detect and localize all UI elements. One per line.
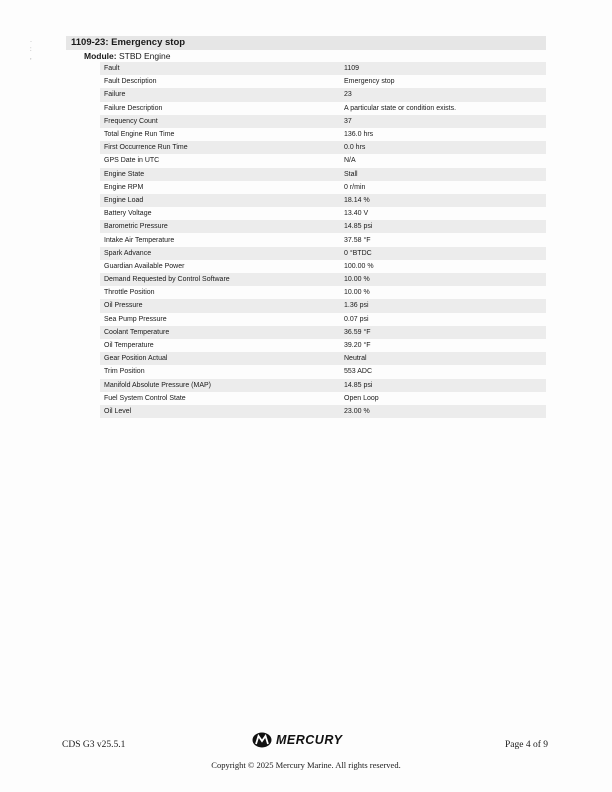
mercury-m-logo-icon (252, 732, 272, 748)
table-row (100, 75, 546, 88)
parameter-value: 136.0 hrs (344, 131, 374, 139)
parameter-name: Oil Pressure (100, 299, 340, 312)
parameter-name: Barometric Pressure (100, 220, 340, 233)
mercury-logo (252, 732, 342, 748)
table-row (100, 260, 546, 273)
parameter-name: Frequency Count (100, 115, 340, 128)
parameter-name: Fault Description (104, 78, 157, 86)
table-row (100, 207, 546, 220)
parameter-value: 100.00 % (344, 262, 374, 270)
parameter-value: 23.00 % (340, 405, 546, 418)
table-row (100, 247, 546, 260)
table-row (100, 405, 546, 418)
table-row (100, 326, 546, 339)
parameter-value: 23 (340, 88, 546, 101)
logo-text: MERCURY (276, 733, 343, 747)
parameter-value: 36.59 °F (340, 326, 546, 339)
parameter-value: 10.00 % (344, 289, 370, 297)
parameter-value: 39.20 °F (344, 342, 371, 350)
page-number: Page 4 of 9 (504, 740, 548, 750)
parameter-name: Gear Position Actual (100, 352, 340, 365)
parameter-value: 0 °BTDC (340, 247, 546, 260)
table-row (100, 273, 546, 286)
parameter-name: Failure (100, 88, 340, 101)
parameter-name: Spark Advance (100, 247, 340, 260)
fault-detail-table (100, 62, 546, 418)
table-row (100, 286, 546, 299)
table-row (100, 128, 546, 141)
table-row (100, 392, 546, 405)
parameter-name: GPS Date in UTC (104, 157, 160, 165)
parameter-name: Coolant Temperature (100, 326, 340, 339)
fault-title: 1109-23: Emergency stop (66, 36, 546, 50)
scan-margin-marks: · : , (30, 39, 32, 61)
table-row (100, 181, 546, 194)
parameter-value: 18.14 % (340, 194, 546, 207)
parameter-value: 1109 (340, 62, 546, 75)
parameter-name: First Occurrence Run Time (100, 141, 340, 154)
parameter-value: 14.85 psi (340, 379, 546, 392)
table-row (100, 299, 546, 312)
table-row (100, 141, 546, 154)
parameter-value: 13.40 V (344, 210, 369, 218)
module-value: STBD Engine (118, 51, 171, 61)
module-line (84, 50, 170, 62)
parameter-value: Emergency stop (344, 78, 395, 86)
parameter-name: Manifold Absolute Pressure (MAP) (100, 379, 340, 392)
table-row (100, 194, 546, 207)
parameter-value: 0 r/min (344, 183, 366, 191)
parameter-value: 37 (340, 115, 546, 128)
table-row (100, 379, 546, 392)
table-row (100, 62, 546, 75)
parameter-value: Neutral (340, 352, 546, 365)
table-row (100, 88, 546, 101)
parameter-value: 0.07 psi (344, 315, 369, 323)
parameter-name: Engine RPM (104, 183, 144, 191)
parameter-name: Sea Pump Pressure (104, 315, 167, 323)
parameter-name: Trim Position (104, 368, 145, 376)
parameter-value: 37.58 °F (344, 236, 371, 244)
table-row (100, 365, 546, 378)
parameter-value: 14.85 psi (340, 220, 546, 233)
parameter-name: Total Engine Run Time (104, 131, 175, 139)
parameter-name: Battery Voltage (104, 210, 152, 218)
parameter-value: 1.36 psi (340, 299, 546, 312)
parameter-name: Engine Load (100, 194, 340, 207)
table-row (100, 233, 546, 246)
table-row (100, 168, 546, 181)
table-row (100, 154, 546, 167)
parameter-value: 10.00 % (340, 273, 546, 286)
table-row (100, 339, 546, 352)
parameter-name: Oil Level (100, 405, 340, 418)
parameter-name: Fuel System Control State (104, 394, 186, 402)
parameter-name: Throttle Position (104, 289, 155, 297)
parameter-value: 553 ADC (344, 368, 373, 376)
parameter-name: Demand Requested by Control Software (100, 273, 340, 286)
software-version: CDS G3 v25.5.1 (62, 740, 126, 750)
parameter-name: Fault (100, 62, 340, 75)
table-row (100, 313, 546, 326)
parameter-name: Intake Air Temperature (104, 236, 175, 244)
table-row (100, 102, 546, 115)
copyright-notice: Copyright © 2025 Mercury Marine. All rights reserved. (211, 760, 401, 770)
parameter-value: Stall (340, 168, 546, 181)
parameter-value: A particular state or condition exists. (344, 104, 457, 112)
parameter-name: Guardian Available Power (104, 262, 185, 270)
table-row (100, 220, 546, 233)
table-row (100, 115, 546, 128)
parameter-value: N/A (344, 157, 356, 165)
module-label: Module: (84, 51, 117, 61)
parameter-name: Failure Description (104, 104, 163, 112)
parameter-name: Oil Temperature (104, 342, 154, 350)
parameter-value: Open Loop (344, 394, 379, 402)
parameter-name: Engine State (100, 168, 340, 181)
parameter-value: 0.0 hrs (340, 141, 546, 154)
table-row (100, 352, 546, 365)
